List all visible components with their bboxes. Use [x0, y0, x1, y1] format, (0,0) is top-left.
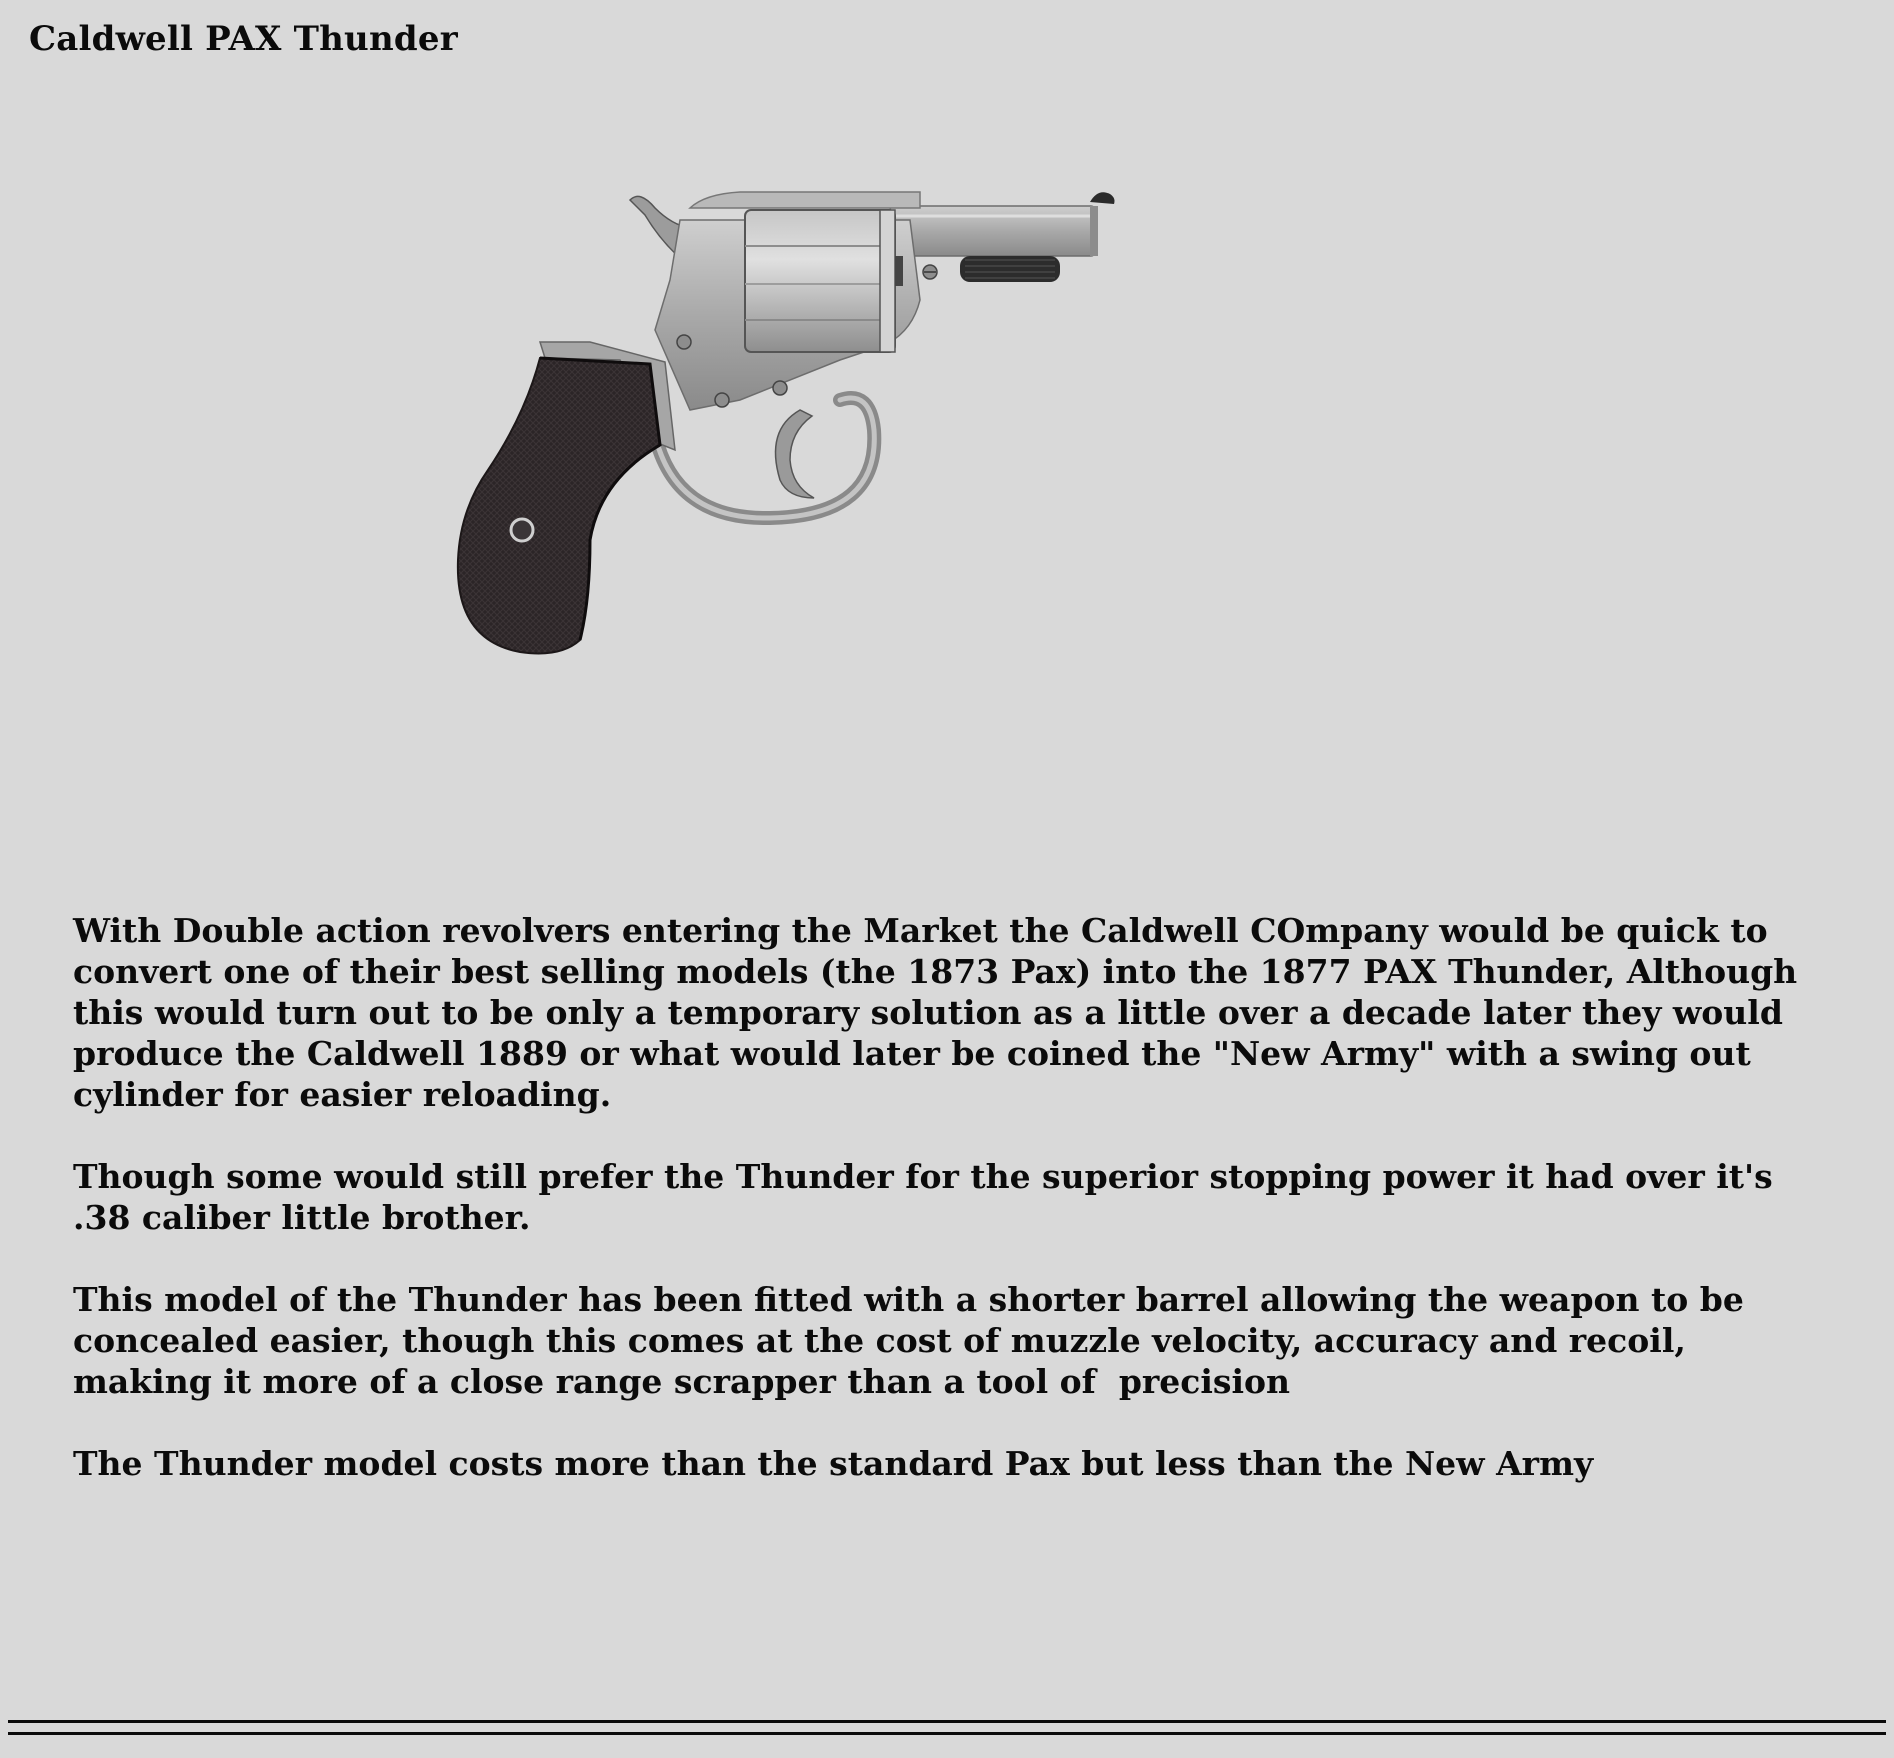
description-paragraph-4: The Thunder model costs more than the standard Pax but less than the New Army — [73, 1444, 1594, 1483]
footer-divider-bottom — [8, 1732, 1886, 1735]
revolver-icon — [440, 180, 1160, 670]
footer-divider-top — [8, 1720, 1886, 1723]
description-paragraph-2: Though some would still prefer the Thunder for the superior stopping power it had over it's .38 caliber little brother. — [73, 1157, 1785, 1237]
description-paragraph-1: With Double action revolvers entering the Market the Caldwell COmpany would be quick to convert one of their best selling models (the 1873 Pax) into the 1877 PAX Thunder, Although this would turn out to be only a temporary solution as a little over a decade later they would produce the Caldwell 1889 or what would later be coined the "New Army" with a swing out cylinder for easier reloading. — [73, 911, 1809, 1114]
description-paragraph-3: This model of the Thunder has been fitted with a shorter barrel allowing the weapon to be concealed easier, though this comes at the cost of muzzle velocity, accuracy and recoil, making it more of a close range scrapper than a tool of precision — [73, 1280, 1756, 1401]
page-title: Caldwell PAX Thunder — [29, 19, 458, 59]
description — [73, 910, 1813, 1525]
revolver-image — [440, 180, 1160, 670]
